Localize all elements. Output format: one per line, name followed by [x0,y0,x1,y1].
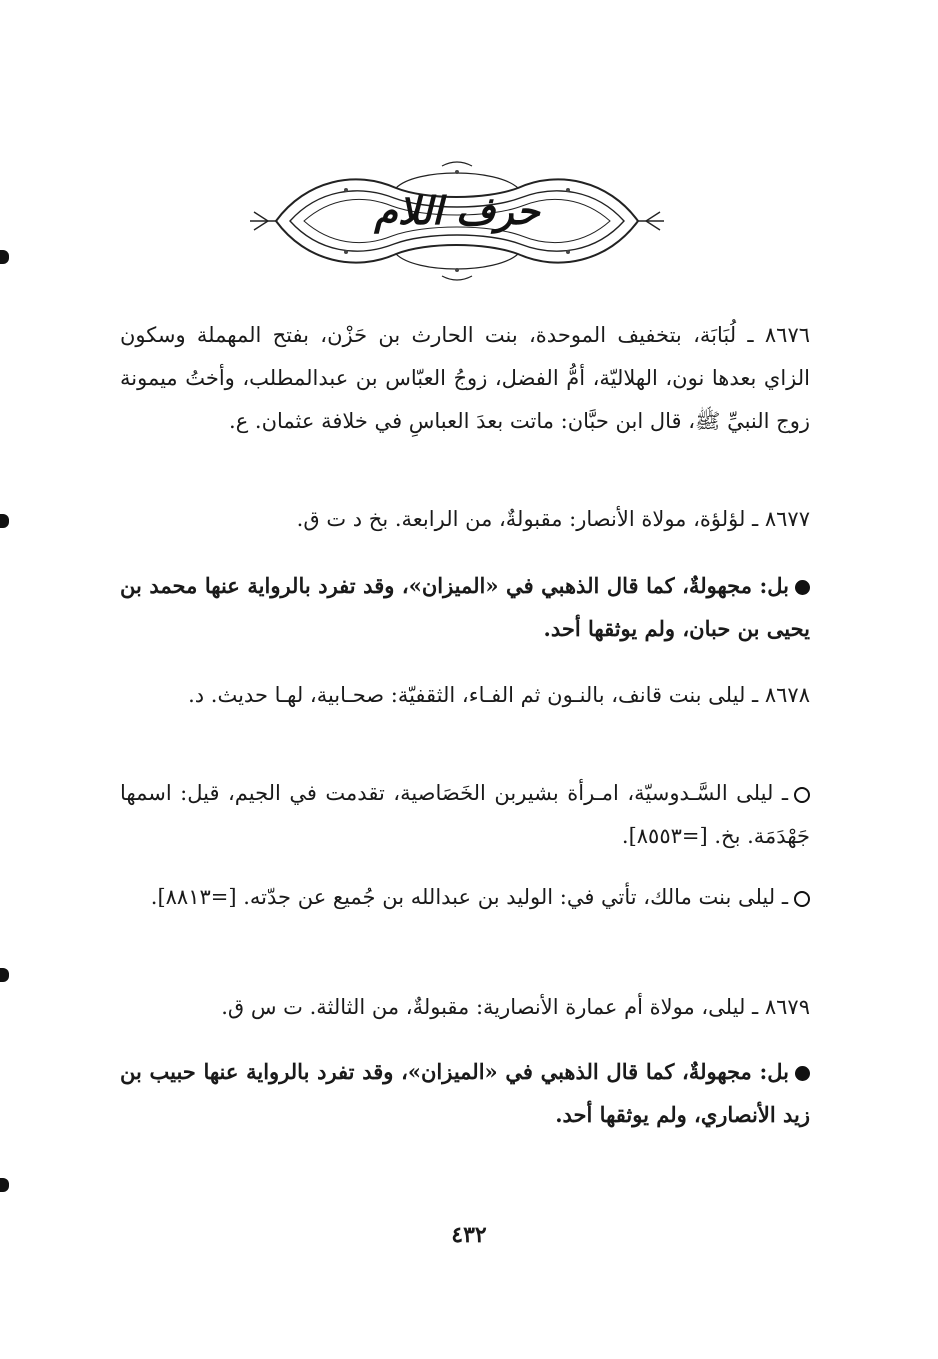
scan-edge-mark [0,1178,9,1192]
cross-reference-text: ـ ليلى بنت مالك، تأتي في: الوليد بن عبدالله بن جُميع عن جدّته. [=٨٨١٣]. [150,885,788,909]
bullet-dot-icon [795,1066,810,1081]
scan-edge-mark [0,250,9,264]
cross-reference-text: ـ ليلى السَّـدوسيّة، امـرأة بشيربن الخَصَاصية، تقدمت في الجيم، قيل: اسمها جَهْدَمَة. بخ. [=٨٥٥٣]. [120,781,810,848]
cross-reference-malik [120,876,810,919]
note-text: بل: مجهولةٌ، كما قال الذهبي في «الميزان»، وقد تفرد بالرواية عنها حبيب بن زيد الأنصاري، ولم يوثقها أحد. [120,1059,810,1127]
editor-note-8679 [120,1050,810,1136]
ring-marker-icon [794,787,810,803]
cross-reference-sadusiyya [120,772,810,858]
page-number: ٤٣٢ [451,1222,487,1248]
chapter-title: حرف اللام [374,188,540,233]
entry-8676: ٨٦٧٦ ـ لُبَابَة، بتخفيف الموحدة، بنت الحارث بن حَزْن، بفتح المهملة وسكون الزاي بعدها نون، الهلاليّة، أمُّ الفضل، زوجُ العبّاس بن عبدالمطلب، وأختُ ميمونة زوج النبيِّ ﷺ، قال ابن حبَّان: ماتت بعدَ العباسِ في خلافة عثمان. ع. [120,323,811,433]
scan-edge-mark [0,514,9,528]
note-text: بل: مجهولةٌ، كما قال الذهبي في «الميزان»، وقد تفرد بالرواية عنها محمد بن يحيى بن حبان، ولم يوثقها أحد. [120,573,810,641]
scan-edge-mark [0,968,9,982]
entry-8677: ٨٦٧٧ ـ لؤلؤة، مولاة الأنصار: مقبولةٌ، من الرابعة. بخ د ت ق. [296,507,810,531]
bullet-dot-icon [795,580,810,595]
editor-note-8677 [120,564,810,650]
ring-marker-icon [794,891,810,907]
entry-8678: ٨٦٧٨ ـ ليلى بنت قانف، بالنـون ثم الفـاء، الثقفيّة: صحـابية، لهـا حديث. د. [188,683,810,707]
chapter-ornament [246,160,668,282]
entry-8679: ٨٦٧٩ ـ ليلى، مولاة أم عمارة الأنصارية: مقبولةٌ، من الثالثة. ت س ق. [221,995,810,1019]
